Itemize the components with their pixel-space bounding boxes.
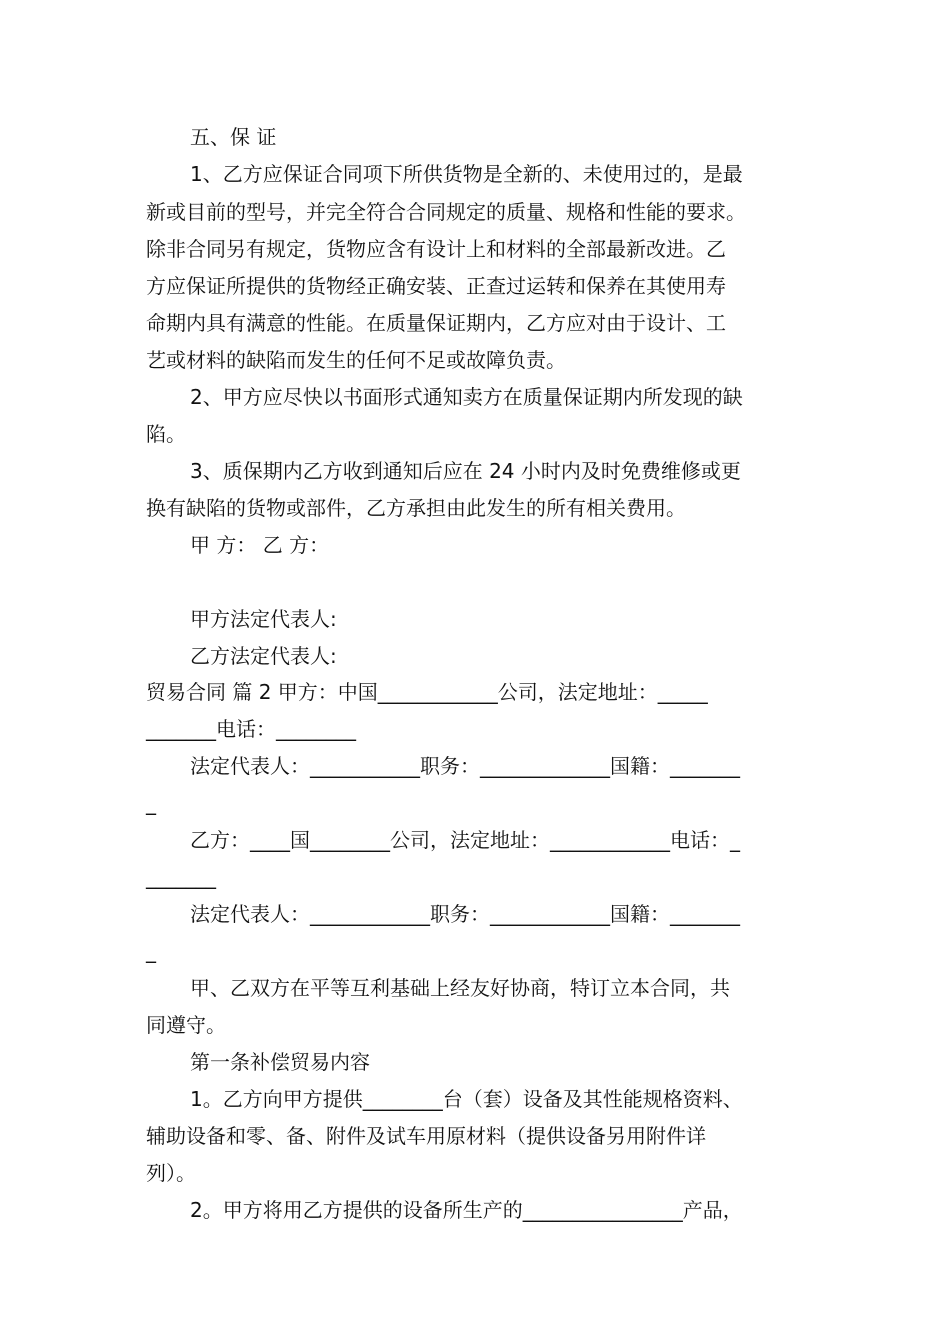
article-heading: 第一条补偿贸易内容 xyxy=(190,1050,370,1074)
section-heading: 五、保 证 xyxy=(190,125,277,149)
contract-heading-line: 贸易合同 篇 2 甲方：中国____________公司，法定地址：_____ xyxy=(146,680,708,704)
paragraph-line: 2、甲方应尽快以书面形式通知卖方在质量保证期内所发现的缺 xyxy=(190,385,743,409)
paragraph-line: _______电话：________ xyxy=(146,717,356,741)
paragraph-line: 命期内具有满意的性能。在质量保证期内，乙方应对由于设计、工 xyxy=(146,311,726,335)
paragraph-line: 辅助设备和零、备、附件及试车用原材料（提供设备另用附件详 xyxy=(146,1124,706,1148)
paragraph-line: 艺或材料的缺陷而发生的任何不足或故障负责。 xyxy=(146,348,566,372)
paragraph-line: 1。乙方向甲方提供________台（套）设备及其性能规格资料、 xyxy=(190,1087,743,1111)
paragraph-line: 2。甲方将用乙方提供的设备所生产的________________产品， xyxy=(190,1198,743,1222)
signature-line: 乙方法定代表人: xyxy=(190,644,337,668)
form-line: 法定代表人：____________职务：____________国籍：_______ xyxy=(190,902,740,926)
paragraph-line: 换有缺陷的货物或部件，乙方承担由此发生的所有相关费用。 xyxy=(146,496,686,520)
paragraph-line: 1、乙方应保证合同项下所供货物是全新的、未使用过的，是最 xyxy=(190,162,743,186)
paragraph-line: 方应保证所提供的货物经正确安装、正查过运转和保养在其使用寿 xyxy=(146,274,726,298)
form-line: _ xyxy=(146,939,156,963)
paragraph-line: 3、质保期内乙方收到通知后应在 24 小时内及时免费维修或更 xyxy=(190,459,741,483)
form-line: 法定代表人：___________职务：_____________国籍：_______ xyxy=(190,754,740,778)
paragraph-line: 甲、乙双方在平等互利基础上经友好协商，特订立本合同，共 xyxy=(190,976,730,1000)
form-line: _______ xyxy=(146,865,216,889)
paragraph-line: 除非合同另有规定，货物应含有设计上和材料的全部最新改进。乙 xyxy=(146,237,726,261)
paragraph-line: 同遵守。 xyxy=(146,1013,226,1037)
form-line: 乙方：____国________公司，法定地址：____________电话：_ xyxy=(190,828,740,852)
paragraph-line: 新或目前的型号，并完全符合合同规定的质量、规格和性能的要求。 xyxy=(146,200,746,224)
signature-line: 甲方法定代表人: xyxy=(190,607,337,631)
paragraph-line: 列）。 xyxy=(146,1161,196,1185)
signature-parties: 甲 方： 乙 方： xyxy=(190,533,330,557)
paragraph-line: 陷。 xyxy=(146,422,186,446)
form-line: _ xyxy=(146,791,156,815)
